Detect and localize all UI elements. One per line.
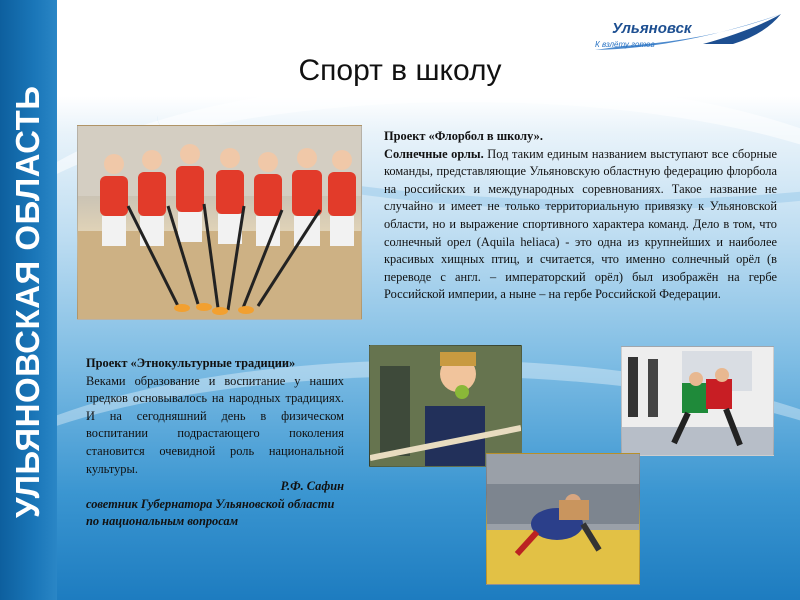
- ethno-project-text: [86, 355, 344, 531]
- boy-illustration: [370, 346, 521, 466]
- wrestlers-outdoor-illustration: [487, 454, 639, 584]
- logo-tagline: К взлёту готов: [595, 40, 655, 49]
- logo-city-name: Ульяновск: [612, 20, 692, 37]
- ethno-project-body: Веками образование и воспитание у наших предков основывалось на народных традициях. И на сегодняшний день в физическом воспитании подрастающего поколения становится очевидной роль национальной культуры.: [86, 373, 344, 476]
- wrestlers-gym-illustration: [622, 347, 773, 455]
- page-title: Спорт в школу: [298, 54, 502, 87]
- floorball-body: Под таким единым названием выступают все сборные команды, представляющие Ульяновскую областную федерацию флорбола на российских и международных соревнованиях. Такое название не случайно и имеет не только территориальную привязку к Ульяновской области, но и выражение спортивного характера команд. Дело в том, что солнечный орел (Aquila heliaca) - это одна из крупнейших и наиболее красивых хищных птиц, и считается, что именно солнечный орёл (в переводе с англ. – императорский орёл) был изображён на гербе Российской империи, а ныне – на гербе Российской Федерации.: [384, 146, 777, 302]
- region-vertical-title: УЛЬЯНОВСКАЯ ОБЛАСТЬ: [9, 85, 46, 518]
- wrestlers-outdoor-photo: [486, 453, 640, 585]
- author-name: Р.Ф. Сафин: [280, 479, 344, 494]
- floorball-project-text: [384, 128, 777, 304]
- boy-with-stick-photo: [369, 345, 522, 467]
- floorball-team-illustration: [78, 126, 361, 319]
- wrestlers-gym-photo: [621, 346, 774, 456]
- floorball-lead: Солнечные орлы.: [384, 146, 484, 161]
- left-vertical-band: [0, 0, 57, 600]
- author-title: советник Губернатора Ульяновской области по национальным вопросам: [86, 496, 335, 529]
- ethno-project-heading: Проект «Этнокультурные традиции»: [86, 356, 296, 370]
- floorball-team-photo: [77, 125, 362, 320]
- floorball-project-heading: Проект «Флорбол в школу».: [384, 129, 543, 143]
